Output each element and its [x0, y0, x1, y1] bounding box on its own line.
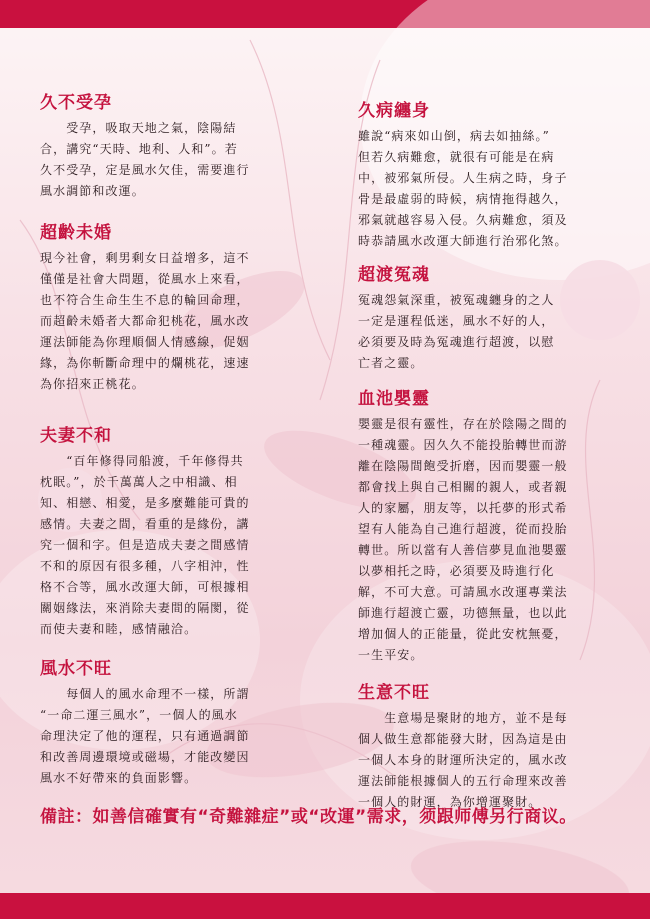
section-chao-du-yuan-hun [358, 264, 610, 374]
section-heading: 風水不旺 [40, 659, 112, 679]
left-column [40, 92, 300, 789]
section-sheng-yi-bu-wang [358, 682, 610, 813]
section-body: 冤魂怨氣深重，被冤魂纏身的之人 一定是運程低迷，風水不好的人， 必須要及時為冤魂進行超渡，以慰 亡者之靈。 [358, 293, 555, 370]
section-heading: 久不受孕 [40, 93, 112, 113]
section-heading: 生意不旺 [358, 683, 430, 703]
right-column [358, 100, 610, 813]
section-heading: 超渡冤魂 [358, 265, 430, 285]
section-heading: 超齡未婚 [40, 223, 112, 243]
section-feng-shui-bu-wang [40, 658, 300, 789]
section-chao-ling-wei-hun [40, 222, 300, 395]
section-body: 嬰靈是很有靈性，存在於陰陽之間的 一種魂靈。因久久不能投胎轉世而游 離在陰陽間飽受折磨，因而嬰靈一般 都會找上與自己相關的親人，或者親 人的家屬，朋友等，以托夢的形式希 望有人能為自己進行超渡，從而投胎 轉世。所以當有人善信夢見血池嬰靈 以夢相托之時，必須要及時進行化 解，不可大意。可請風水改運專業法 師進行超渡亡靈，功德無量，也以此 增加個人的正能量，從此安枕無憂， 一生平安。 [358, 417, 568, 662]
section-heading: 久病纏身 [358, 101, 430, 121]
bottom-accent-bar [0, 893, 650, 919]
remarks-note: 備註：如善信確實有“奇難雜症”或“改運”需求，须跟师傅另行商议。 [40, 807, 577, 827]
section-body: 每個人的風水命理不一樣，所謂 “一命二運三風水”，一個人的風水 命理決定了他的運程，只有通過調節 和改善周邊環境或磁場，才能改變因 風水不好帶來的負面影響。 [40, 687, 250, 785]
section-xue-chi-ying-ling [358, 388, 610, 666]
section-jiu-bu-shou-yun [40, 92, 300, 202]
section-body: 受孕，吸取天地之氣，陰陽結 合，講究“天時、地利、人和”。若 久不受孕，定是風水欠佳，需要進行 風水調節和改運。 [40, 121, 250, 198]
section-fu-qi-bu-he [40, 425, 300, 640]
section-heading: 血池嬰靈 [358, 389, 430, 409]
section-jiu-bing-chan-shen [358, 100, 610, 252]
section-body: 現今社會，剩男剩女日益增多，這不 僅僅是社會大問題，從風水上來看， 也不符合生命生生不息的輪回命理， 而超齡未婚者大都命犯桃花，風水改 運法師能為你理順個人情感線，促姻 緣，為你斬斷命理中的爛桃花，速速 為你招來正桃花。 [40, 251, 250, 391]
section-body: 雖說“病來如山倒，病去如抽絲。” 但若久病難愈，就很有可能是在病 中，被邪氣所侵。人生病之時，身子 骨是最虛弱的時候，病情拖得越久， 邪氣就越容易入侵。久病難愈，須及 時恭請風水改運大師進行治邪化煞。 [358, 129, 568, 248]
section-body: “百年修得同船渡，千年修得共 枕眠。”，於千萬萬人之中相識、相 知、相戀、相愛，是多麼難能可貴的 感情。夫妻之間，看重的是緣份，講 究一個和字。但是造成夫妻之間感情 不和的原因有很多種，八字相沖，性 格不合等，風水改運大師，可根據相 關姻緣法，來消除夫妻間的隔閡，從 而使夫妻和睦，感情融洽。 [40, 454, 250, 636]
section-body: 生意場是聚財的地方，並不是每 個人做生意都能發大財，因為這是由 一個人本身的財運所決定的，風水改 運法師能根據個人的五行命理來改善 一個人的財運，為你增運聚財。 [358, 711, 568, 809]
section-heading: 夫妻不和 [40, 426, 112, 446]
